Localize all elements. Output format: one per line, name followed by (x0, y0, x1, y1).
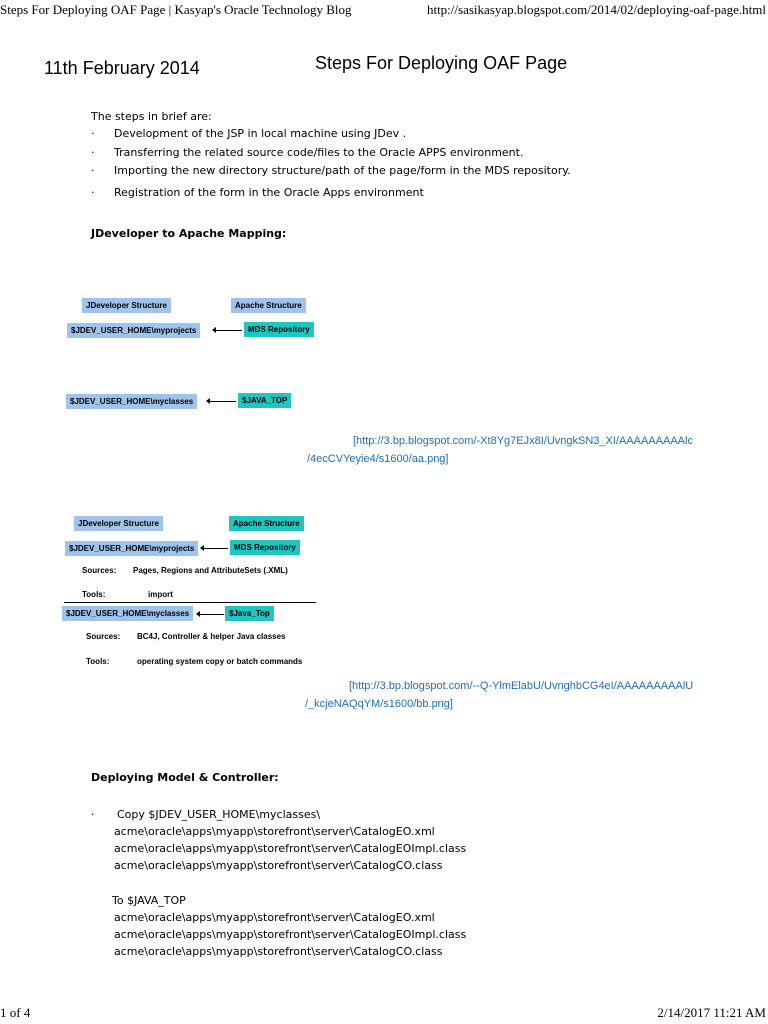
arrow-icon (216, 330, 242, 331)
print-timestamp: 2/14/2017 11:21 AM (657, 1005, 766, 1020)
bullet-glyph: · (91, 146, 95, 159)
intro-text: The steps in brief are: (91, 110, 212, 123)
java-top-box: $Java_Top (225, 606, 274, 621)
sources-label: Sources: (86, 632, 121, 641)
post-date: 11th February 2014 (44, 58, 200, 78)
copy-line: Copy $JDEV_USER_HOME\myclasses\ (117, 808, 321, 821)
to-line: acme\oracle\apps\myapp\storefront\server\CatalogCO.class (114, 945, 443, 958)
sources-label: Sources: (82, 566, 117, 575)
bullet-glyph: · (91, 127, 95, 140)
sources-value: Pages, Regions and AttributeSets (.XML) (133, 566, 288, 575)
copy-line: acme\oracle\apps\myapp\storefront\server\CatalogCO.class (114, 859, 443, 872)
page-count: 1 of 4 (0, 1005, 31, 1020)
step-text: Transferring the related source code/files to the Oracle APPS environment. (114, 146, 524, 159)
step-text: Development of the JSP in local machine using JDev . (114, 127, 407, 140)
tools-value: operating system copy or batch commands (137, 657, 303, 666)
post-title[interactable]: Steps For Deploying OAF Page (315, 53, 568, 73)
deploy-heading: Deploying Model & Controller: (91, 771, 279, 784)
copy-line: acme\oracle\apps\myapp\storefront\server\CatalogEO.xml (114, 825, 435, 838)
jdeveloper-structure-header: JDeveloper Structure (74, 516, 163, 531)
steps-list (0, 127, 768, 207)
bullet-glyph: · (91, 164, 95, 177)
tools-value: import (148, 590, 173, 599)
mapping-diagram-2[interactable] (62, 510, 332, 675)
arrow-icon (200, 614, 224, 615)
browser-page-title: Steps For Deploying OAF Page | Kasyap's Oracle Technology Blog (0, 2, 352, 17)
mds-repository-box: MDS Repository (230, 540, 300, 555)
tools-label: Tools: (82, 590, 106, 599)
myclasses-box: $JDEV_USER_HOME\myclasses (62, 606, 193, 621)
to-line: To $JAVA_TOP (112, 894, 186, 907)
apache-structure-header: Apache Structure (231, 298, 306, 313)
mds-repository-box: MDS Repository (244, 322, 314, 337)
apache-structure-header: Apache Structure (229, 516, 304, 531)
image-link-1-cont[interactable]: /4ecCVYeyie4/s1600/aa.png] (307, 453, 449, 465)
to-line: acme\oracle\apps\myapp\storefront\server\CatalogEO.xml (114, 911, 435, 924)
copy-block (0, 806, 768, 876)
mapping-diagram-1[interactable] (62, 288, 342, 418)
step-text: Importing the new directory structure/path of the page/form in the MDS repository. (114, 164, 571, 177)
bullet-glyph: · (91, 186, 95, 199)
arrow-icon (204, 548, 228, 549)
to-line: acme\oracle\apps\myapp\storefront\server\CatalogEOImpl.class (114, 928, 467, 941)
arrow-icon (210, 401, 236, 402)
tools-label: Tools: (86, 657, 110, 666)
copy-line: acme\oracle\apps\myapp\storefront\server\CatalogEOImpl.class (114, 842, 467, 855)
sources-value: BC4J, Controller & helper Java classes (137, 632, 286, 641)
step-text: Registration of the form in the Oracle Apps environment (114, 186, 424, 199)
image-link-2-cont[interactable]: /_kcjeNAQqYM/s1600/bb.png] (305, 698, 453, 710)
image-link-1[interactable]: [http://3.bp.blogspot.com/-Xt8Yg7EJx8I/UvngkSN3_XI/AAAAAAAAAlc (353, 435, 693, 447)
myclasses-box: $JDEV_USER_HOME\myclasses (66, 394, 197, 409)
mapping-heading: JDeveloper to Apache Mapping: (91, 227, 287, 240)
myprojects-box: $JDEV_USER_HOME\myprojects (67, 323, 200, 338)
java-top-box: $JAVA_TOP (238, 393, 291, 408)
to-block (0, 892, 768, 962)
image-link-2[interactable]: [http://3.bp.blogspot.com/--Q-YlmElabU/UvnghbCG4eI/AAAAAAAAAlU (349, 680, 694, 692)
jdeveloper-structure-header: JDeveloper Structure (82, 298, 171, 313)
divider (64, 602, 316, 603)
myprojects-box: $JDEV_USER_HOME\myprojects (65, 541, 198, 556)
page-url[interactable]: http://sasikasyap.blogspot.com/2014/02/deploying-oaf-page.html (426, 2, 766, 17)
bullet-glyph: · (91, 808, 95, 821)
